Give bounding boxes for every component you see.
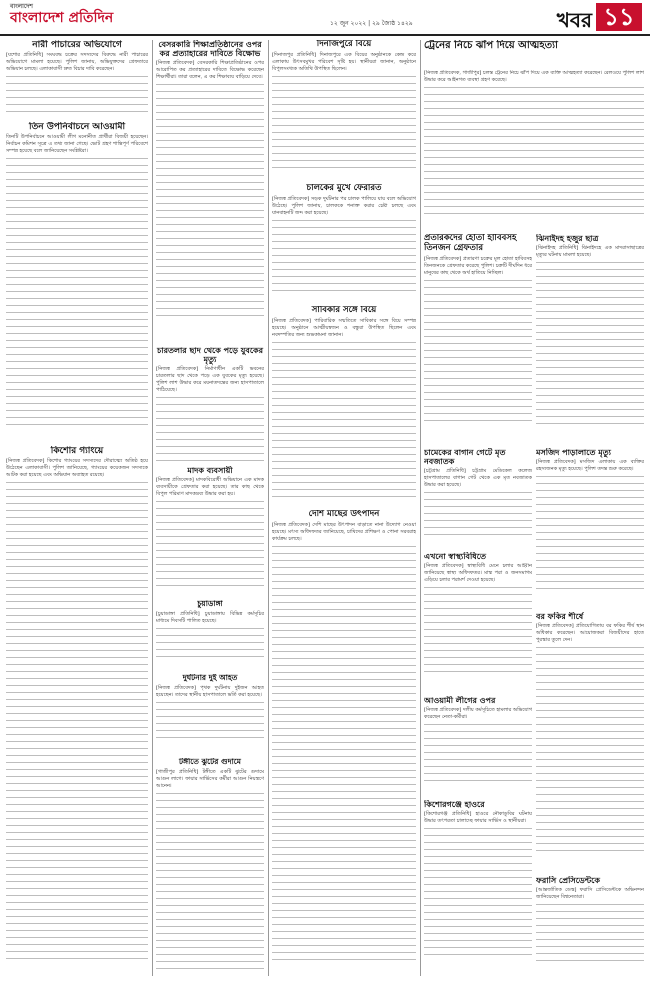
article-body: [নিজস্ব প্রতিবেদক] মসজিদ এলাকায় এক ব্যক্তির রহস্যজনক মৃত্যু হয়েছে। পুলিশ তদন্ত শুরু করেছে। (536, 459, 644, 473)
article (424, 448, 532, 548)
article-body: [নিজস্ব প্রতিবেদক] দলীয় কর্মসূচিতে হামলার অভিযোগ করেছেন নেতা-কর্মীরা। (424, 707, 532, 721)
headline: টঙ্গীতে ঝুটের গুদামে (179, 758, 241, 766)
article (272, 184, 416, 302)
article (156, 758, 264, 976)
article (156, 346, 264, 462)
article (536, 876, 644, 976)
headline: দুর্ঘটনার দুই আহত (182, 674, 238, 682)
article (156, 674, 264, 754)
headline: ফরাসি প্রেসিডেন্টকে (536, 876, 600, 885)
headline: দেশি মাছের উৎপাদন (308, 510, 380, 519)
article (536, 234, 644, 444)
article-body: [চুয়াডাঙ্গা প্রতিনিধি] চুয়াডাঙ্গায় বিভিন্ন কর্মসূচির মাধ্যমে দিবসটি পালিত হয়েছে। (156, 610, 264, 624)
article-body: [যশোর প্রতিনিধি] সংঘবদ্ধ চক্রের সদস্যদের বিরুদ্ধে নারী পাচারের অভিযোগে মামলা হয়েছে। পুলিশ জানায়, অভিযুক্তদের গ্রেফতারে অভিযান চলছে। এলাকাবাসী দ্রুত বিচার দাবি করেছেন। (6, 52, 148, 73)
headline: প্রতারকদের হোতা হাবিবসহ তিনজন গ্রেফতার (424, 234, 517, 253)
headline: সাবিকার সঙ্গে বিয়ে (311, 306, 377, 315)
column-rule (420, 40, 421, 976)
article (6, 122, 148, 442)
article (6, 40, 148, 118)
article (272, 510, 416, 976)
headline: চুয়াডাঙ্গা (197, 600, 223, 608)
headline: এখনো স্বাস্থ্যবিধিতে (424, 552, 486, 561)
logo-main: বাংলাদেশ প্রতিদিন (10, 10, 114, 26)
article (272, 306, 416, 506)
headline: চালকের মুখে ফেরারত (306, 184, 382, 193)
headline: বর ফকির শীর্ষে (536, 612, 584, 621)
dateline: ১২ জুন ২০২২ | ২৯ জ্যৈষ্ঠ ১৪২৯ (330, 20, 413, 27)
page-number: ১১ (596, 3, 642, 31)
article (424, 70, 644, 230)
article-body: [নিজস্ব প্রতিবেদক] সড়ক দুর্ঘটনার পর চালক পালিয়ে যায় বলে অভিযোগ উঠেছে। পুলিশ জানায়, চালককে শনাক্ত করার চেষ্টা চলছে এবং যানবাহনটি জব্দ করা হয়েছে। (272, 195, 416, 216)
headline: মাদক ব্যবসায়ী (187, 466, 233, 475)
headline: বেসরকারি শিক্ষাপ্রতিষ্ঠানের ওপর কর প্রত্যাহারের দাবিতে বিক্ষোভ (158, 40, 262, 59)
headline: মসজিদ পাড়ালাতে মৃত্যু (536, 448, 611, 457)
article-body: [নিজস্ব প্রতিবেদক] বেসরকারি শিক্ষাপ্রতিষ্ঠানের ওপর আরোপিত কর প্রত্যাহারের দাবিতে বিক্ষোভ করেছেন শিক্ষার্থীরা। তারা বলেন, এ কর শিক্ষাব্যয় বাড়িয়ে দেবে। (156, 60, 264, 81)
headline: ট্রেনের নিচে ঝাঁপ দিয়ে আত্মহত্যা (424, 40, 558, 51)
article-body: [গাজীপুর প্রতিনিধি] টঙ্গীতে একটি ঝুটের গুদামে আগুন লাগে। ফায়ার সার্ভিসের কর্মীরা আগুন নিয়ন্ত্রণে আনেন। (156, 768, 264, 789)
article (424, 696, 532, 796)
masthead (0, 0, 650, 36)
logo-top: বাংলাদেশ (10, 3, 33, 10)
headline: তিন উপনির্বাচনে আওয়ামী (28, 122, 126, 132)
article (424, 40, 644, 68)
headline: নারী পাচারের অভিযোগে (32, 40, 122, 50)
headline: আওয়ামী লীগের ওপর (424, 696, 496, 705)
article-body: [নিজস্ব প্রতিবেদক] প্রতিযোগিতায় বর ফকির শীর্ষ স্থান অধিকার করেছেন। আয়োজকরা বিজয়ীদের হাতে পুরস্কার তুলে দেন। (536, 623, 644, 644)
article (536, 612, 644, 872)
article-body: [দিনাজপুর প্রতিনিধি] দিনাজপুরে এক বিয়ের অনুষ্ঠানকে কেন্দ্র করে এলাকায় উৎসবমুখর পরিবেশ সৃষ্টি হয়। স্থানীয়রা জানান, অনুষ্ঠানে বিপুলসংখ্যক অতিথি উপস্থিত ছিলেন। (272, 51, 416, 72)
article-body: [নিজস্ব প্রতিবেদক] দেশি মাছের উৎপাদন বাড়াতে নানা উদ্যোগ নেওয়া হয়েছে। মৎস্য অধিদফতর জানিয়েছে, চাষিদের প্রশিক্ষণ ও পোনা সরবরাহ কার্যক্রম চলছে। (272, 521, 416, 542)
headline: চামেকের বাগান গেটে মৃত নবজাতক (424, 448, 506, 467)
article-body: [চট্টগ্রাম প্রতিনিধি] চট্টগ্রাম মেডিকেল কলেজ হাসপাতালের বাগান গেট থেকে এক মৃত নবজাতক উদ্ধার করা হয়েছে। (424, 468, 532, 489)
article (424, 234, 532, 444)
article-body: [কিশোরগঞ্জ প্রতিনিধি] হাওরে নৌকাডুবির ঘটনায় উদ্ধার তৎপরতা চালাচ্ছে ফায়ার সার্ভিস ও স্থানীয়রা। (424, 811, 532, 825)
article (156, 466, 264, 596)
article (156, 600, 264, 670)
article-body: [নিজস্ব প্রতিবেদক, গাজীপুর] চলন্ত ট্রেনের নিচে ঝাঁপ দিয়ে এক ব্যক্তি আত্মহত্যা করেছেন। রেলওয়ে পুলিশ লাশ উদ্ধার করে আইনগত ব্যবস্থা গ্রহণ করেছে। (424, 70, 644, 83)
article-body: [নিজস্ব প্রতিবেদক] প্রতারণা চক্রের মূল হোতা হাবিবসহ তিনজনকে গ্রেফতার করেছে পুলিশ। চক্রটি দীর্ঘদিন ধরে মানুষের কাছ থেকে অর্থ হাতিয়ে নিচ্ছিল। (424, 255, 532, 276)
headline: ঝিনাইদহ হজুর ছাত্র (536, 234, 599, 243)
column-rule (268, 40, 269, 976)
headline: কিশোরগঞ্জে হাওরে (424, 800, 485, 809)
headline: কিশোর গ্যাংয়ে (50, 446, 104, 456)
article-body: [নিজস্ব প্রতিবেদক] পারিবারিক সম্মতিতে সাবিকার সঙ্গে বিয়ে সম্পন্ন হয়েছে। অনুষ্ঠানে আত্মীয়স্বজন ও বন্ধুরা উপস্থিত ছিলেন এবং নবদম্পতির জন্য শুভকামনা জানান। (272, 317, 416, 338)
headline: দিনাজপুরে বিয়ে (316, 40, 372, 49)
article (272, 40, 416, 180)
article (6, 446, 148, 976)
article (424, 800, 532, 976)
article (424, 552, 532, 692)
article-body: তিনটি উপনির্বাচনে আওয়ামী লীগ মনোনীত প্রার্থীরা বিজয়ী হয়েছেন। নির্বাচন কমিশন সূত্রে এ তথ্য জানা গেছে। ভোট গ্রহণ শান্তিপূর্ণ পরিবেশে সম্পন্ন হয়েছে বলে জানিয়েছেন সংশ্লিষ্টরা। (6, 134, 148, 155)
article-body: [নিজস্ব প্রতিবেদক] কিশোর গ্যাংয়ের সদস্যদের দৌরাত্ম্যে অতিষ্ঠ হয়ে উঠেছেন এলাকাবাসী। পুলিশ জানিয়েছে, গ্যাংয়ের কয়েকজন সদস্যকে আটক করা হয়েছে এবং অভিযান অব্যাহত রয়েছে। (6, 458, 148, 479)
article-body: [ঝিনাইদহ প্রতিনিধি] ঝিনাইদহে এক মাদরাসাছাত্রের মৃত্যুর ঘটনায় মামলা হয়েছে। (536, 245, 644, 259)
article (156, 40, 264, 340)
article (536, 448, 644, 608)
column-rule (152, 40, 153, 976)
headline: চারতলার ছাদ থেকে পড়ে যুবকের মৃত্যু (156, 346, 264, 365)
article-body: [আন্তর্জাতিক ডেস্ক] ফরাসি প্রেসিডেন্টকে অভিনন্দন জানিয়েছেন বিশ্বনেতারা। (536, 887, 644, 901)
article-body: [নিজস্ব প্রতিবেদক] পৃথক দুর্ঘটনায় দুইজন আহত হয়েছেন। তাদের স্থানীয় হাসপাতালে ভর্তি করা হয়েছে। (156, 684, 264, 698)
article-body: [নিজস্ব প্রতিবেদক] স্বাস্থ্যবিধি মেনে চলার আহ্বান জানিয়েছে স্বাস্থ্য অধিদফতর। মাস্ক পরা ও জনসমাগম এড়িয়ে চলার পরামর্শ দেওয়া হয়েছে। (424, 563, 532, 584)
article-body: [নিজস্ব প্রতিবেদক] নির্মাণাধীন একটি ভবনের চারতলার ছাদ থেকে পড়ে এক যুবকের মৃত্যু হয়েছে। পুলিশ লাশ উদ্ধার করে ময়নাতদন্তের জন্য হাসপাতালে পাঠিয়েছে। (156, 366, 264, 394)
newspaper-logo (10, 4, 113, 25)
article-body: [নিজস্ব প্রতিবেদক] মাদকবিরোধী অভিযানে এক মাদক ব্যবসায়ীকে গ্রেফতার করা হয়েছে। তার কাছ থেকে বিপুল পরিমাণ মাদকদ্রব্য উদ্ধার করা হয়। (156, 477, 264, 498)
section-title: খবর (556, 8, 592, 32)
